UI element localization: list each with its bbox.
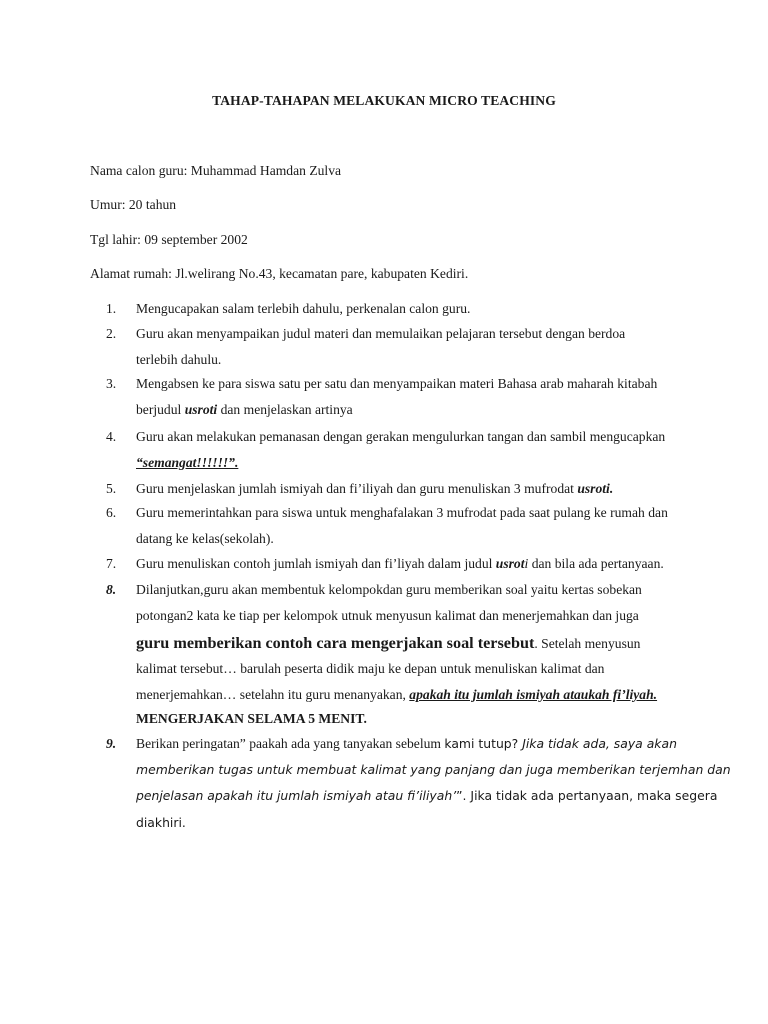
list-number: 6. — [106, 505, 117, 520]
list-text-line — [136, 788, 717, 804]
text-run: penjelasan apakah itu jumlah ismiyah atau fi’iliyah’ — [136, 788, 457, 803]
list-number: 7. — [106, 556, 117, 571]
text-run: Berikan peringatan” paakah ada yang tanyakan sebelum — [136, 736, 445, 751]
list-number: 9. — [106, 736, 117, 751]
list-number: 5. — [106, 481, 117, 496]
info-nama: Nama calon guru: Muhammad Hamdan Zulva — [90, 163, 342, 178]
text-run: dan menjelaskan artinya — [217, 402, 353, 417]
list-text: Guru akan melakukan pemanasan dengan gerakan mengulurkan tangan dan sambil mengucapkan — [136, 429, 666, 444]
list-text: Guru memerintahkan para siswa untuk menghafalakan 3 mufrodat pada saat pulang ke rumah dan — [136, 505, 668, 520]
list-text: Dilanjutkan,guru akan membentuk kelompokdan guru memberikan soal yaitu kertas sobekan — [136, 582, 642, 597]
list-text-line — [136, 634, 640, 653]
emphasis-duration: MENGERJAKAN SELAMA 5 MENIT. — [136, 711, 367, 726]
list-text: datang ke kelas(sekolah). — [136, 531, 274, 546]
list-number: 1. — [106, 301, 117, 316]
list-text: terlebih dahulu. — [136, 352, 222, 367]
list-text-line — [136, 687, 657, 703]
text-run: Guru menuliskan contoh jumlah ismiyah dan fi’liyah dalam judul — [136, 556, 496, 571]
list-text: Guru akan menyampaikan judul materi dan memulaikan pelajaran tersebut dengan berdoa — [136, 326, 626, 341]
emphasis-usroti: usroti — [184, 402, 218, 417]
list-text: Mengabsen ke para siswa satu per satu dan menyampaikan materi Bahasa arab maharah kitabah — [136, 376, 658, 391]
info-umur: Umur: 20 tahun — [90, 197, 177, 212]
list-number: 8. — [106, 582, 117, 597]
page-title: TAHAP-TAHAPAN MELAKUKAN MICRO TEACHING — [212, 93, 556, 108]
list-text-line — [136, 736, 677, 752]
info-alamat: Alamat rumah: Jl.welirang No.43, kecamatan pare, kabupaten Kediri. — [90, 266, 469, 281]
list-text: potongan2 kata ke tiap per kelompok utnuk menyusun kalimat dan menerjemahkan dan juga — [136, 608, 639, 623]
emphasis-question: apakah itu jumlah ismiyah ataukah fi’liyah. — [409, 687, 658, 702]
emphasis-large: guru memberikan contoh cara mengerjakan soal tersebut — [136, 634, 535, 652]
text-run: berjudul — [136, 402, 185, 417]
text-run: Guru menjelaskan jumlah ismiyah dan fi’iliyah dan guru menuliskan 3 mufrodat — [136, 481, 578, 496]
list-text-line — [136, 556, 664, 572]
list-text: Mengucapakan salam terlebih dahulu, perkenalan calon guru. — [136, 301, 471, 316]
text-run: dan bila ada pertanyaan. — [528, 556, 664, 571]
text-run: ”. Jika tidak ada pertanyaan, maka segera — [456, 788, 718, 803]
list-text: diakhiri. — [136, 815, 186, 830]
list-text-line — [136, 402, 353, 418]
emphasis-usroti: usroti. — [577, 481, 614, 496]
emphasis-semangat: “semangat!!!!!!”. — [136, 455, 239, 470]
list-text: memberikan tugas untuk membuat kalimat yang panjang dan juga memberikan terjemhan dan — [136, 762, 731, 777]
list-text: kalimat tersebut… barulah peserta didik maju ke depan untuk menuliskan kalimat dan — [136, 661, 605, 676]
list-text-line — [136, 481, 613, 497]
list-number: 4. — [106, 429, 117, 444]
text-run: . Setelah menyusun — [534, 636, 641, 651]
emphasis-usroti: usrot — [495, 556, 525, 571]
text-run: Jika tidak ada, saya akan — [522, 736, 677, 751]
text-run: kami tutup? — [444, 736, 523, 751]
list-number: 2. — [106, 326, 117, 341]
info-tgl-lahir: Tgl lahir: 09 september 2002 — [90, 232, 248, 247]
text-run: menerjemahkan… setelahn itu guru menanyakan, — [136, 687, 410, 702]
text-run: i — [524, 556, 529, 571]
list-number: 3. — [106, 376, 117, 391]
